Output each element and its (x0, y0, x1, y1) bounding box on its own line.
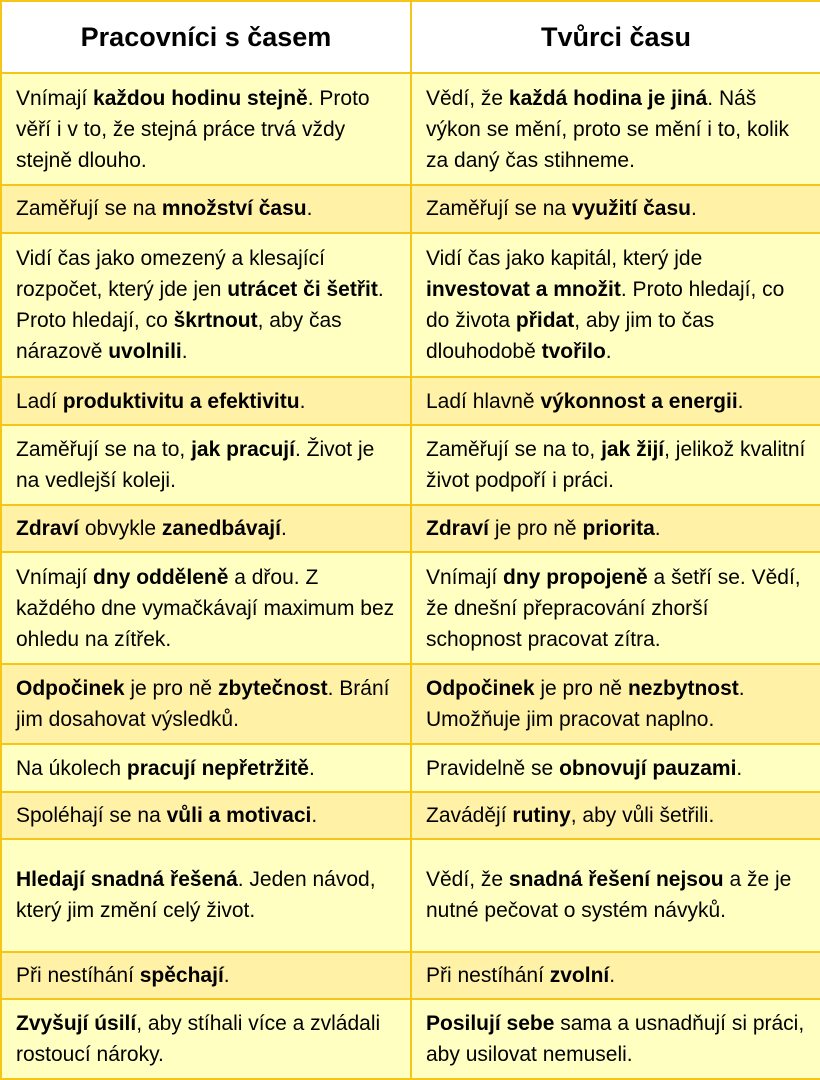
cell-left (1, 952, 411, 1000)
text: a dřou. Z každého dne vymačkávají maximum bez ohledu na zítřek. (16, 565, 395, 651)
header-right: Tvůrci času (411, 1, 820, 73)
text: Vnímají (16, 86, 94, 110)
bold-text: pracují nepřetržitě (126, 756, 309, 780)
bold-text: Odpočinek (426, 677, 535, 701)
cell-right (411, 744, 820, 792)
bold-text: Posilují sebe (426, 1012, 555, 1036)
text: . (737, 389, 744, 413)
cell-left (1, 185, 411, 233)
text: , aby čas nárazově (16, 309, 342, 364)
bold-text: množství času (161, 197, 307, 221)
table-row (1, 792, 820, 840)
table-row (1, 664, 820, 744)
bold-text: Zvyšují úsilí (16, 1012, 137, 1036)
bold-text: investovat a množit (426, 278, 621, 302)
text: . (280, 516, 287, 540)
bold-text: škrtnout (173, 309, 258, 333)
text: Vědí, že (426, 86, 509, 110)
bold-text: přidat (515, 309, 575, 333)
cell-left (1, 552, 411, 664)
bold-text: využití času (571, 197, 691, 221)
cell-right (411, 505, 820, 553)
cell-left (1, 425, 411, 505)
bold-text: Odpočinek (16, 677, 125, 701)
header-row (1, 1, 820, 73)
bold-text: uvolnili (108, 340, 182, 364)
text: , aby jim to čas dlouhodobě (426, 309, 715, 364)
cell-right (411, 425, 820, 505)
table-row (1, 744, 820, 792)
text: . (654, 516, 661, 540)
text: je pro ně (489, 516, 583, 540)
cell-left (1, 73, 411, 185)
cell-left (1, 792, 411, 840)
table-row (1, 952, 820, 1000)
text: . (609, 963, 616, 987)
text: . Proto věří i v to, že stejná práce trvá vždy stejně dlouho. (16, 86, 370, 172)
bold-text: dny odděleně (93, 565, 229, 589)
text: Zaměřují se na to, (16, 437, 192, 461)
text: Zaměřují se na (16, 197, 162, 221)
bold-text: jak pracují (191, 437, 295, 461)
bold-text: produktivitu a efektivitu (62, 389, 300, 413)
bold-text: snadná řešení nejsou (508, 868, 724, 892)
text: . Proto hledají, co do života (426, 278, 785, 333)
text: Zaměřují se na to, (426, 437, 602, 461)
text: . Jeden návod, který jim změní celý život. (16, 868, 376, 923)
bold-text: zanedbávají (161, 516, 281, 540)
cell-right (411, 664, 820, 744)
table-row (1, 233, 820, 378)
text: . (299, 389, 306, 413)
cell-left (1, 377, 411, 425)
text: . Brání jim dosahovat výsledků. (16, 677, 390, 732)
bold-text: každá hodina je jiná (508, 86, 708, 110)
text: Vnímají (16, 565, 94, 589)
text: . (306, 197, 313, 221)
text: , aby stíhali více a zvládali rostoucí nároky. (16, 1012, 381, 1067)
cell-right (411, 839, 820, 951)
text: , jelikož kvalitní život podpoří i práci. (426, 437, 806, 492)
text: . (736, 756, 743, 780)
text: Při nestíhání (426, 963, 550, 987)
table-row (1, 552, 820, 664)
cell-right (411, 185, 820, 233)
table-row (1, 73, 820, 185)
cell-right (411, 792, 820, 840)
bold-text: zbytečnost (217, 677, 328, 701)
cell-right (411, 552, 820, 664)
table-row (1, 425, 820, 505)
text: . (181, 340, 188, 364)
table-row (1, 839, 820, 951)
table-row (1, 185, 820, 233)
bold-text: každou hodinu stejně (93, 86, 308, 110)
bold-text: jak žijí (601, 437, 665, 461)
text: Spoléhají se na (16, 804, 167, 828)
text: Zaměřují se na (426, 197, 572, 221)
text: a šetří se. Vědí, že dnešní přepracování zhorší schopnost pracovat zítra. (426, 565, 801, 651)
text: Vidí čas jako omezený a klesající rozpočet, který jde jen (16, 247, 325, 302)
text: Ladí (16, 389, 63, 413)
text: . (311, 804, 318, 828)
table-row (1, 377, 820, 425)
bold-text: utrácet či šetřit (227, 278, 378, 302)
text: sama a usnadňují si práci, aby usilovat nemuseli. (426, 1012, 805, 1067)
bold-text: Hledají snadná řešená (16, 868, 238, 892)
bold-text: výkonnost a energii (540, 389, 738, 413)
text: a že je nutné pečovat o systém návyků. (426, 868, 792, 923)
text: Na úkolech (16, 756, 127, 780)
header-left: Pracovníci s časem (1, 1, 411, 73)
text: Při nestíhání (16, 963, 140, 987)
cell-left (1, 744, 411, 792)
text: Pravidelně se (426, 756, 560, 780)
text: Ladí hlavně (426, 389, 541, 413)
bold-text: nezbytnost (627, 677, 739, 701)
cell-right (411, 73, 820, 185)
text: . (308, 756, 315, 780)
bold-text: vůli a motivaci (166, 804, 312, 828)
bold-text: zvolní (549, 963, 610, 987)
bold-text: obnovují pauzami (559, 756, 737, 780)
bold-text: Zdraví (16, 516, 80, 540)
text: . Umožňuje jim pracovat naplno. (426, 677, 745, 732)
text: . Náš výkon se mění, proto se mění i to, kolik za daný čas stihneme. (426, 86, 789, 172)
cell-right (411, 233, 820, 378)
text: , aby vůli šetřili. (570, 804, 715, 828)
bold-text: dny propojeně (503, 565, 648, 589)
text: . (605, 340, 612, 364)
cell-left (1, 664, 411, 744)
text: Vnímají (426, 565, 504, 589)
table-row (1, 505, 820, 553)
cell-right (411, 952, 820, 1000)
text: . (690, 197, 697, 221)
table-row (1, 999, 820, 1079)
bold-text: spěchají (139, 963, 224, 987)
bold-text: rutiny (512, 804, 571, 828)
text: je pro ně (534, 677, 628, 701)
text: Vidí čas jako kapitál, který jde (426, 247, 703, 271)
cell-right (411, 999, 820, 1079)
text: . Proto hledají, co (16, 278, 384, 333)
text: je pro ně (124, 677, 218, 701)
text: Vědí, že (426, 868, 509, 892)
bold-text: tvořilo (541, 340, 606, 364)
text: Zavádějí (426, 804, 513, 828)
text: obvykle (79, 516, 162, 540)
cell-left (1, 839, 411, 951)
cell-left (1, 233, 411, 378)
cell-left (1, 505, 411, 553)
text: . Život je na vedlejší koleji. (16, 437, 375, 492)
text: . (223, 963, 230, 987)
bold-text: priorita (582, 516, 655, 540)
bold-text: Zdraví (426, 516, 490, 540)
cell-left (1, 999, 411, 1079)
cell-right (411, 377, 820, 425)
